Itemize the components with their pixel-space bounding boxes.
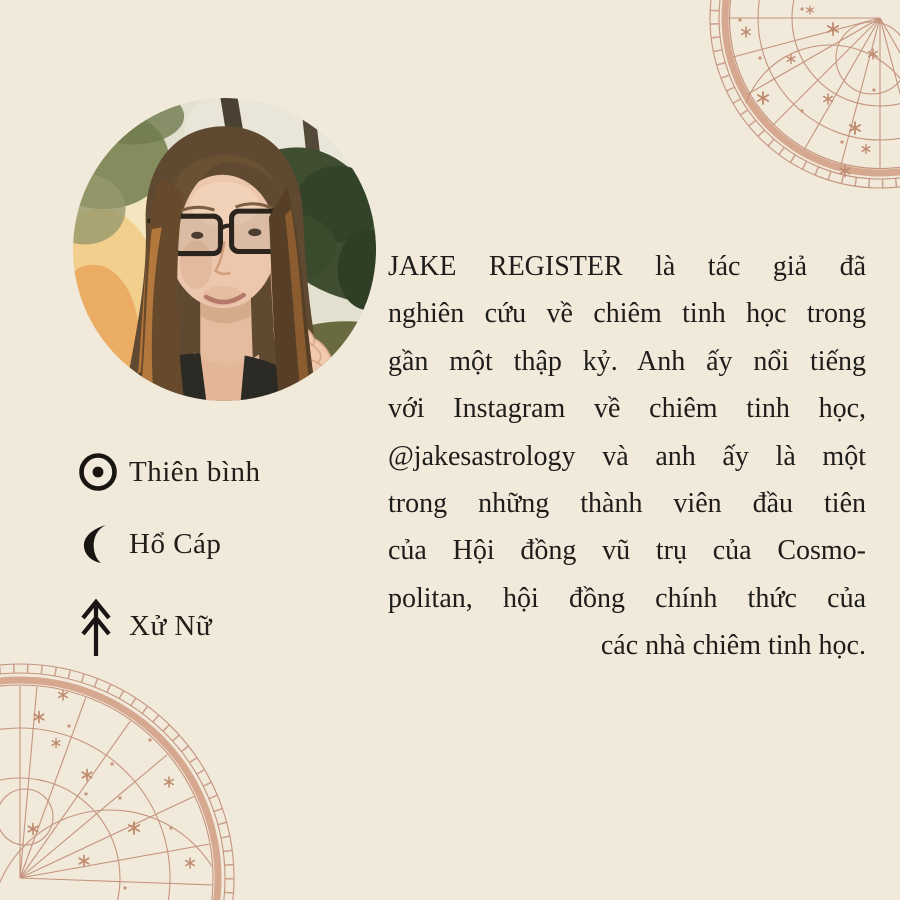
sign-label: Hổ Cáp: [129, 527, 222, 560]
bio-paragraph: [388, 243, 866, 670]
sign-item-moon: [76, 521, 260, 567]
profile-photo: [73, 98, 376, 401]
bio-line: của Hội đồng vũ trụ của Cosmo-: [388, 535, 866, 567]
wheel-stars: [742, 6, 878, 177]
bio-line: @jakesastrology và anh ấy là một: [388, 440, 866, 472]
wheel-stars: [28, 690, 194, 868]
zodiac-wheel-decoration-top-right: [680, 0, 900, 210]
bio-line: trong những thành viên đầu tiên: [388, 487, 866, 519]
bio-line: với Instagram về chiêm tinh học,: [388, 393, 866, 425]
wheel-dots: [738, 7, 875, 143]
bio-line: politan, hội đồng chính thức của: [388, 582, 866, 614]
sign-label: Thiên bình: [129, 455, 261, 488]
bio-line: gần một thập kỷ. Anh ấy nổi tiếng: [388, 345, 866, 377]
sun-icon: [76, 450, 122, 494]
moon-icon: [76, 521, 122, 567]
ascendant-arrow-icon: [76, 594, 122, 658]
bio-line: JAKE REGISTER là tác giả đã: [388, 251, 866, 282]
bio-line: các nhà chiêm tinh học.: [600, 630, 866, 662]
zodiac-wheel-decoration-bottom-left: [0, 640, 260, 900]
portrait-illustration: [73, 98, 376, 401]
wheel-dots: [67, 724, 172, 889]
bio-line: nghiên cứu về chiêm tinh học trong: [388, 298, 866, 330]
zodiac-sign-list: [76, 450, 260, 658]
sign-item-ascendant: [76, 594, 260, 658]
sign-item-sun: [76, 450, 260, 494]
sign-label: Xử Nữ: [129, 609, 213, 642]
